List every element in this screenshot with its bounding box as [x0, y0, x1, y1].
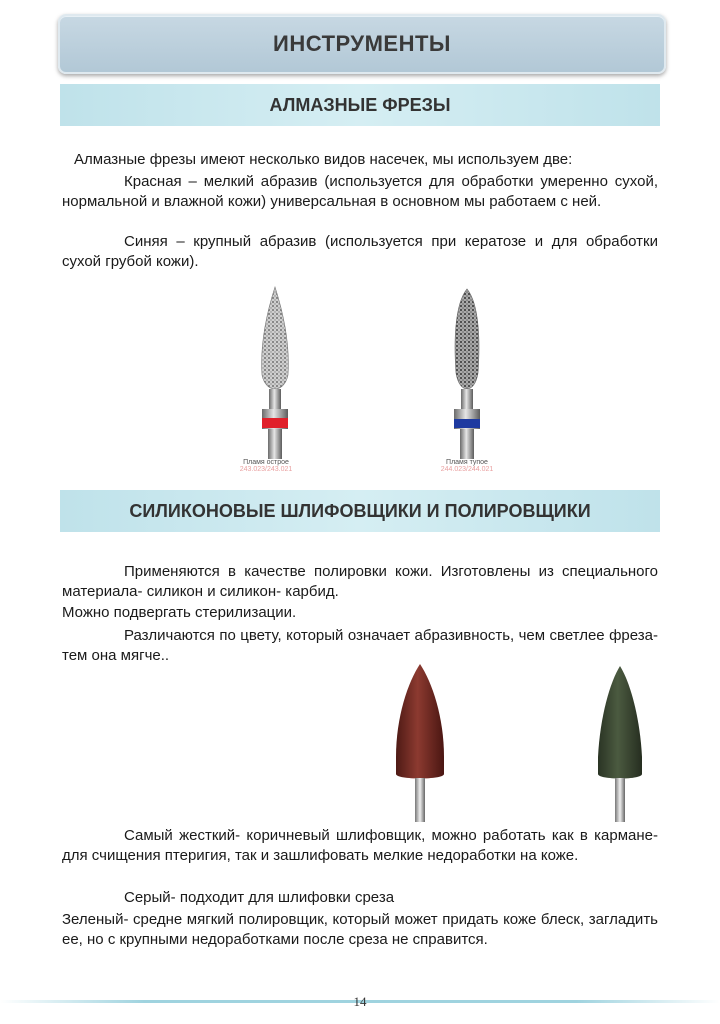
blue-bur-caption: [407, 459, 527, 473]
diamond-intro: Алмазные фрезы имеют несколько видов насечек, мы используем две:: [74, 151, 573, 168]
blue-bur-name: Пламя тупое: [446, 459, 488, 466]
red-band: [262, 418, 288, 428]
page-title: ИНСТРУМЕНТЫ: [273, 31, 451, 56]
blue-band: [454, 419, 480, 428]
section-silicone-bar: [60, 490, 660, 532]
silicone-p5: Серый- подходит для шлифовки среза: [124, 889, 395, 906]
red-bur-code: 243.023/243.021: [239, 466, 293, 473]
section-diamond-bar: [60, 84, 660, 126]
red-diamond-bur-image: [240, 285, 310, 460]
section-silicone-heading: СИЛИКОНОВЫЕ ШЛИФОВЩИКИ И ПОЛИРОВЩИКИ: [129, 500, 591, 521]
brown-polisher-image: [380, 662, 460, 822]
diamond-red-text: Красная – мелкий абразив (используется для обработки умеренно сухой, нормальной и влажной кожи) универсальная в основном мы работаем с ней.: [62, 173, 658, 210]
blue-diamond-bur-image: [432, 285, 502, 460]
silicone-p3: Различаются по цвету, который означает абразивность, чем светлее фреза- тем она мягче..: [62, 627, 658, 664]
silicone-p4: Самый жесткий- коричневый шлифовщик, можно работать как в кармане- для счищения птеригия, так и зашлифовать мелкие недоработки на коже.: [62, 827, 658, 864]
diamond-blue-text: Синяя – крупный абразив (используется при кератозе и для обработки сухой грубой кожи).: [62, 233, 658, 270]
section-diamond-heading: АЛМАЗНЫЕ ФРЕЗЫ: [269, 94, 451, 115]
page-number: 14: [353, 994, 367, 1009]
silicone-p1: Применяются в качестве полировки кожи. Изготовлены из специального материала- силикон и силикон- карбид.: [62, 563, 658, 600]
silicone-p6: Зеленый- средне мягкий полировщик, который может придать коже блеск, загладить ее, но с крупными недоработками после среза не справится.: [62, 911, 658, 948]
silicone-p2: Можно подвергать стерилизации.: [62, 604, 297, 621]
red-bur-name: Пламя острое: [243, 459, 289, 466]
page-title-banner: [58, 14, 666, 74]
blue-bur-code: 244.023/244.021: [440, 466, 494, 473]
green-polisher-image: [580, 662, 660, 822]
red-bur-caption: [206, 459, 326, 473]
